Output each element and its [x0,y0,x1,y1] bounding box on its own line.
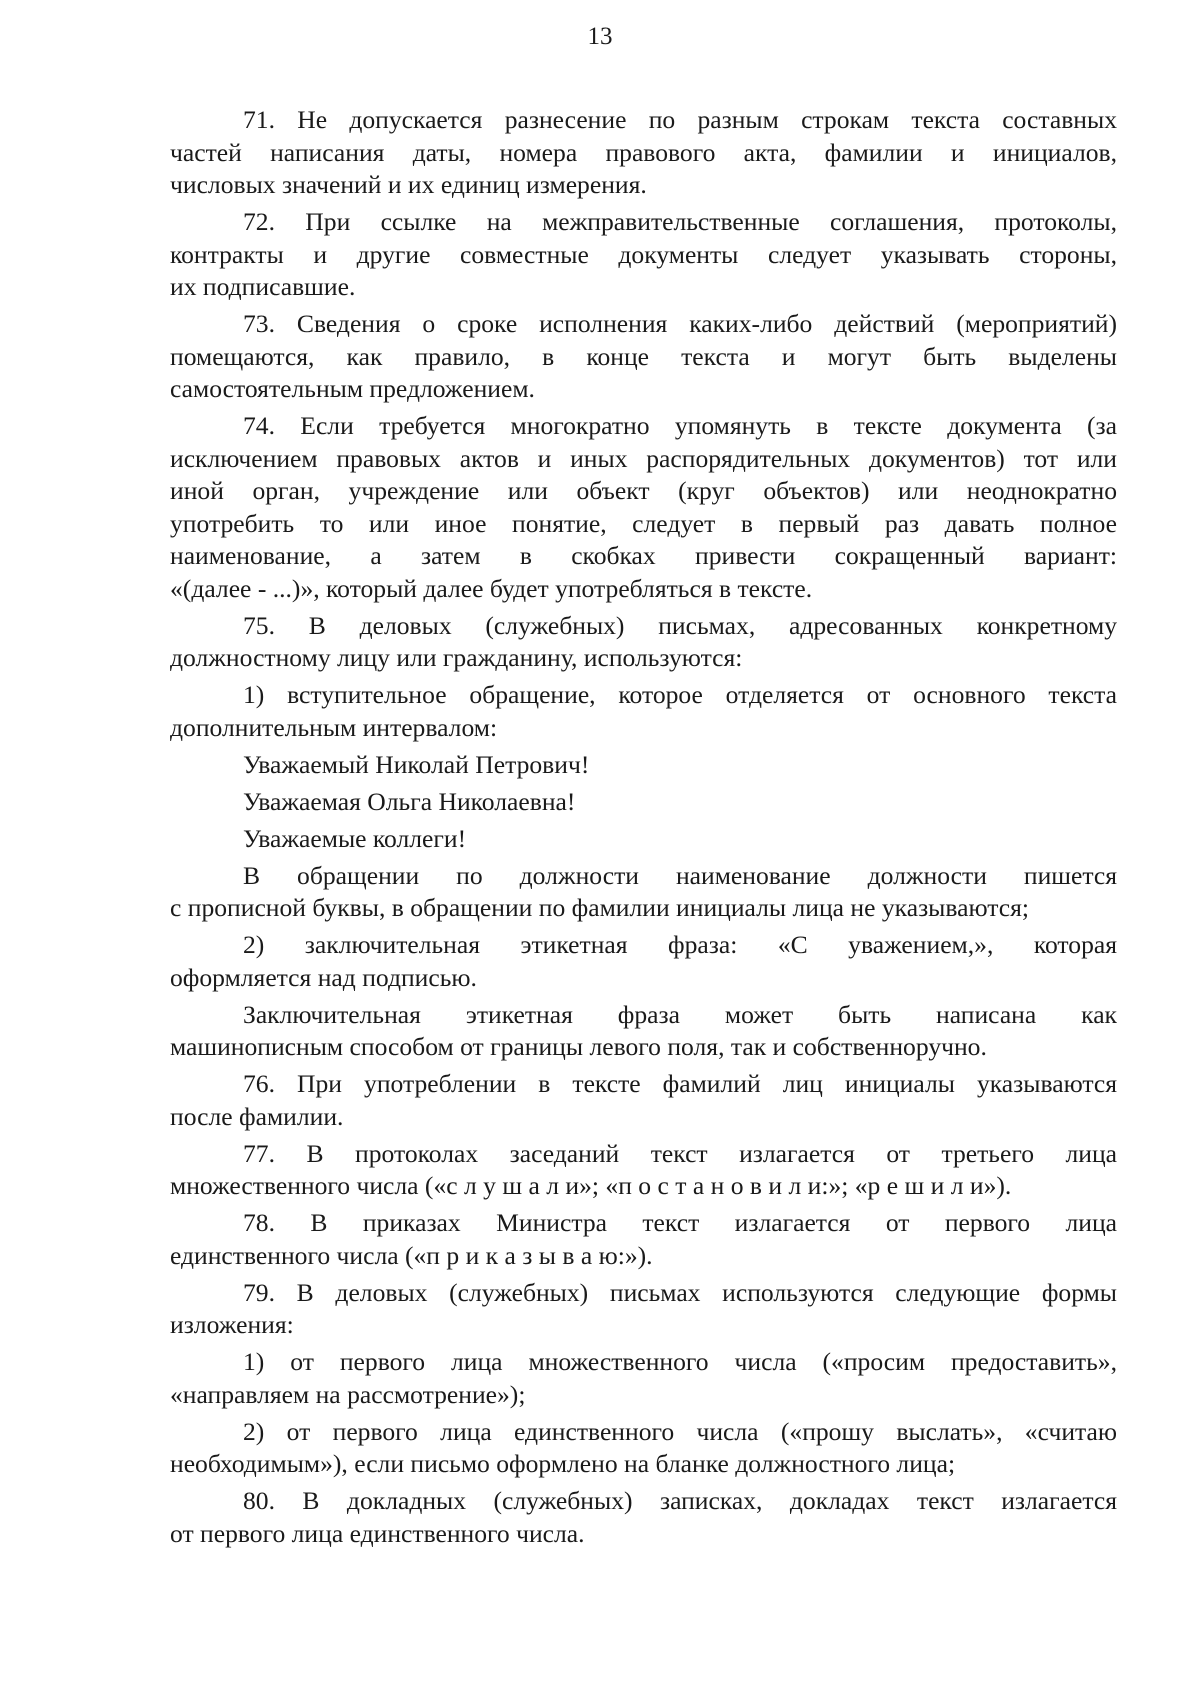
paragraph [170,1207,1117,1272]
paragraph-line: исключением правовых актов и иных распорядительных документов) тот или [170,443,1117,473]
paragraph-line: 74. Если требуется многократно упомянуть в тексте документа (за [243,411,1117,440]
paragraph-line: от первого лица единственного числа. [170,1518,585,1548]
paragraph-line: множественного числа («с л у ш а л и»; «п о с т а н о в и л и:»; «р е ш и л и»). [170,1171,1012,1200]
paragraph [170,206,1117,304]
page-number: 13 [587,23,613,50]
paragraph-line: машинописным способом от границы левого поля, так и собственноручно. [170,1032,987,1061]
paragraph [170,1485,1117,1550]
paragraph-line: помещаются, как правило, в конце текста и могут быть выделены [170,341,1117,371]
paragraph-line: иной орган, учреждение или объект (круг объектов) или неоднократно [170,476,1117,505]
paragraph-line: употребить то или иное понятие, следует в первый раз давать полное [170,508,1117,538]
paragraph-line: дополнительным интервалом: [170,712,498,742]
paragraph-line: Уважаемый Николай Петрович! [243,749,590,779]
paragraph-line: 71. Не допускается разнесение по разным строкам текста составных [243,105,1117,134]
paragraph [170,308,1117,406]
paragraph-line: наименование, а затем в скобках привести сокращенный вариант: [170,541,1117,570]
paragraph [170,610,1117,675]
paragraph-line: 72. При ссылке на межправительственные соглашения, протоколы, [243,207,1117,236]
paragraph [170,1068,1117,1133]
paragraph-line: 75. В деловых (служебных) письмах, адресованных конкретному [243,610,1117,640]
paragraph-line: числовых значений и их единиц измерения. [170,170,647,199]
paragraph [243,749,1117,782]
paragraph-line: «направляем на рассмотрение»); [170,1379,526,1409]
paragraph-line: самостоятельным предложением. [170,374,535,403]
paragraph [243,786,1117,819]
paragraph-line: В обращении по должности наименование должности пишется [243,860,1117,890]
paragraph-line: частей написания даты, номера правового акта, фамилии и инициалов, [170,137,1117,167]
paragraph [170,1346,1117,1411]
paragraph [170,929,1117,994]
paragraph-line: 77. В протоколах заседаний текст излагается от третьего лица [243,1138,1117,1168]
paragraph-line: должностному лицу или гражданину, используются: [170,643,743,672]
paragraph [243,823,1117,856]
paragraph-line: контракты и другие совместные документы следует указывать стороны, [170,239,1117,269]
paragraph [170,1138,1117,1203]
paragraph [170,1416,1117,1481]
paragraph-line: 76. При употреблении в тексте фамилий лиц инициалы указываются [243,1069,1117,1098]
paragraph-line: 1) от первого лица множественного числа («просим предоставить», [243,1347,1117,1376]
document-body [170,104,1117,1555]
paragraph [170,1277,1117,1342]
paragraph-line: «(далее - ...)», который далее будет употребляться в тексте. [170,573,813,603]
paragraph [170,104,1117,202]
paragraph-line: оформляется над подписью. [170,962,477,992]
paragraph-line: после фамилии. [170,1101,344,1131]
paragraph-line: единственного числа («п р и к а з ы в а ю:»). [170,1240,653,1270]
paragraph [170,860,1117,925]
paragraph-line: Уважаемая Ольга Николаевна! [243,786,576,816]
paragraph-line: 73. Сведения о сроке исполнения каких-либо действий (мероприятий) [243,309,1117,338]
paragraph-line: 2) от первого лица единственного числа («прошу выслать», «считаю [243,1416,1117,1446]
paragraph-line: 80. В докладных (служебных) записках, докладах текст излагается [243,1486,1117,1515]
paragraph [170,999,1117,1064]
paragraph [170,410,1117,605]
paragraph-line: с прописной буквы, в обращении по фамилии инициалы лица не указываются; [170,893,1030,922]
paragraph [170,679,1117,744]
paragraph-line: 79. В деловых (служебных) письмах используются следующие формы [243,1277,1117,1307]
paragraph-line: 78. В приказах Министра текст излагается от первого лица [243,1208,1117,1237]
paragraph-line: 1) вступительное обращение, которое отделяется от основного текста [243,680,1117,709]
paragraph-line: Уважаемые коллеги! [243,823,467,853]
paragraph-line: необходимым»), если письмо оформлено на бланке должностного лица; [170,1449,956,1478]
paragraph-line: изложения: [170,1310,294,1339]
paragraph-line: 2) заключительная этикетная фраза: «С уважением,», которая [243,930,1117,959]
paragraph-line: их подписавшие. [170,272,356,301]
paragraph-line: Заключительная этикетная фраза может быть написана как [243,999,1117,1029]
